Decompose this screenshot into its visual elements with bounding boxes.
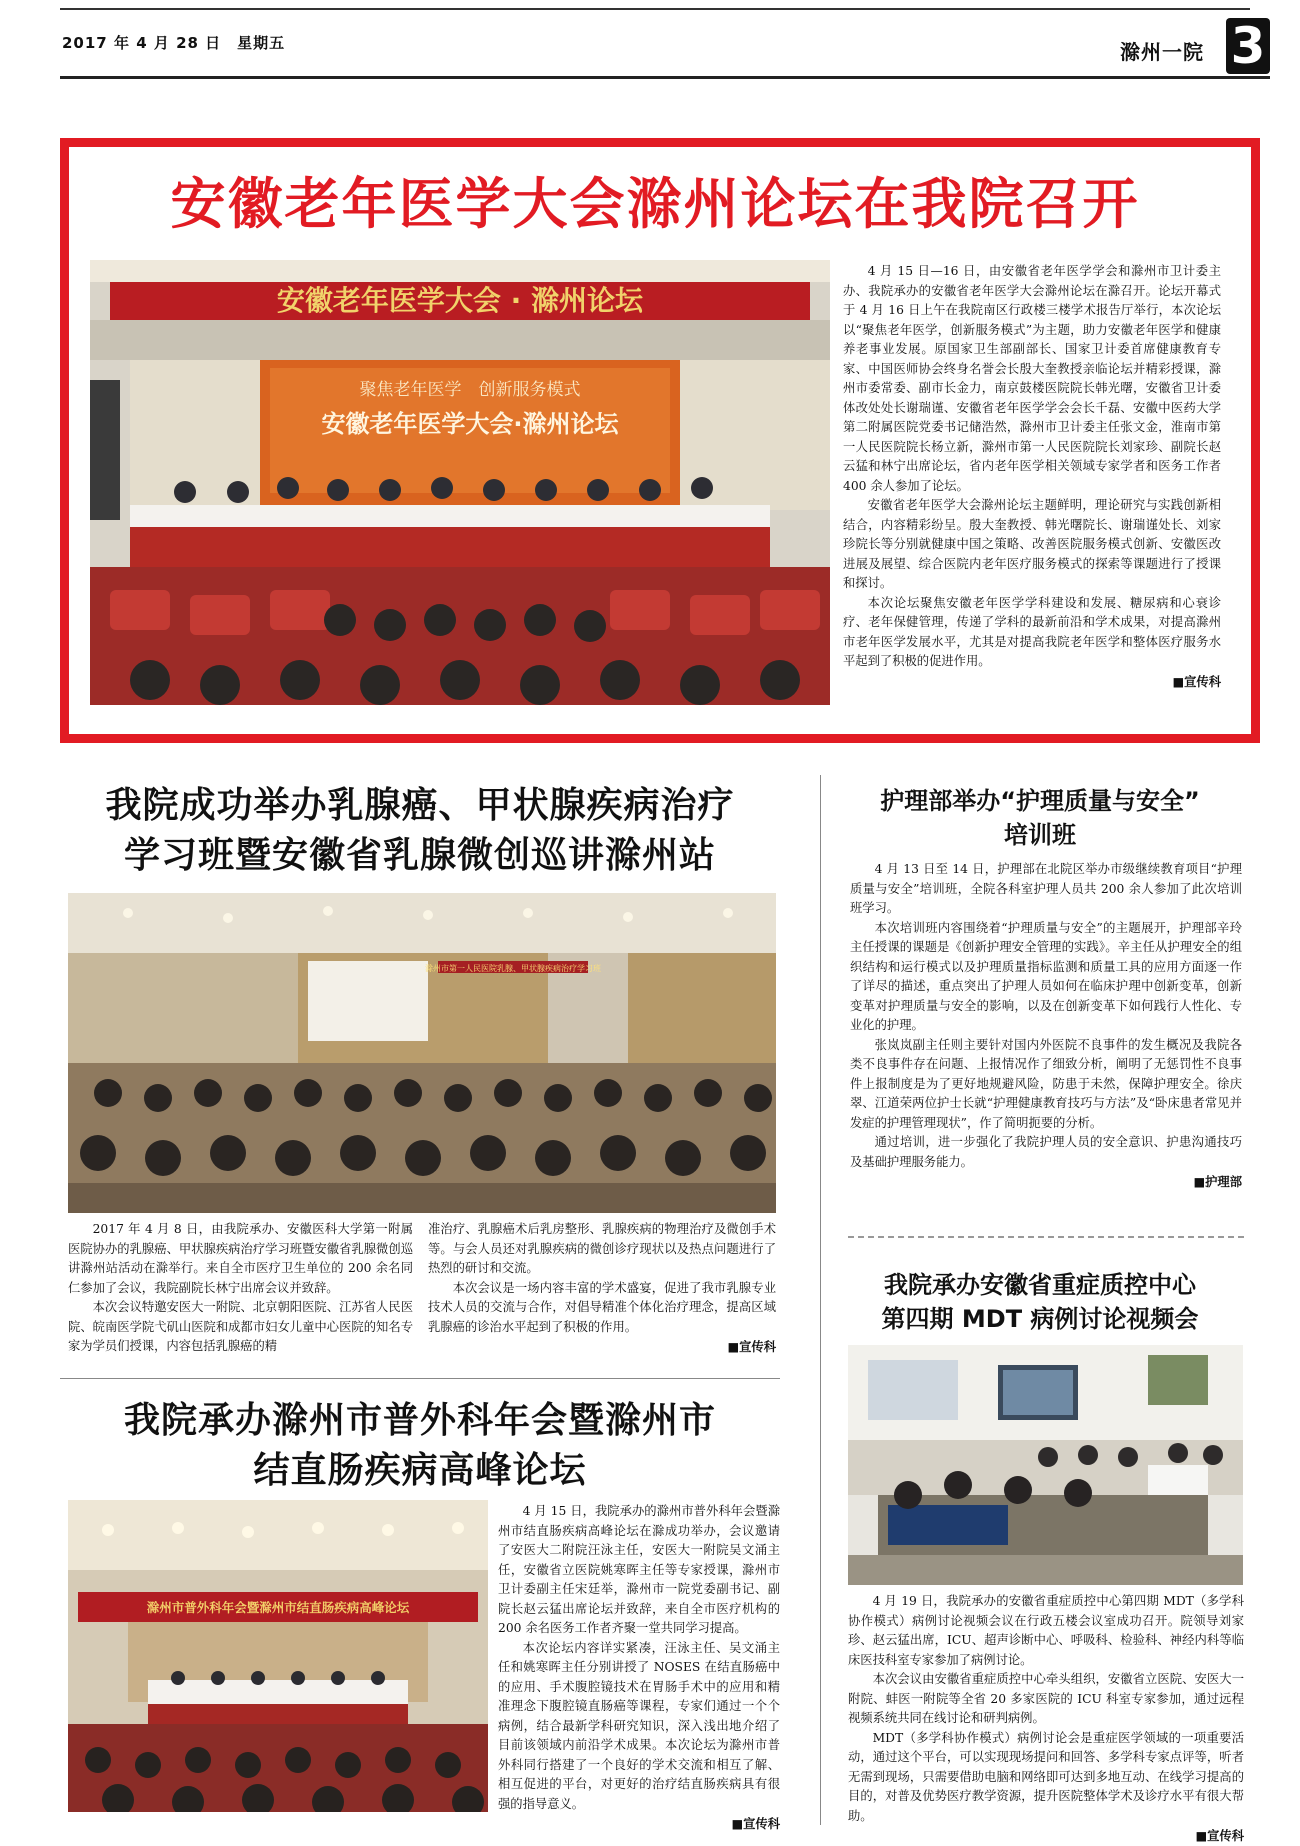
nursing-body	[850, 860, 1242, 1192]
mdt-body	[848, 1592, 1244, 1846]
surgery-paragraph-1: 4 月 15 日，我院承办的滁州市普外科年会暨滁州市结直肠疾病高峰论坛在滁成功举办，会议邀请了安医大二附院汪泳主任，安医大一附院吴文涌主任，安徽省立医院姚寒晖主任等专家授课，滁州市卫计委副主任宋廷举，滁州市一院党委副书记、副院长赵云猛出席论坛并致辞，来自全市医疗机构的 200 余名医务工作者齐聚一堂共同学习提高。	[498, 1504, 780, 1635]
forum-banner-text: 滁州市普外科年会暨滁州市结直肠疾病高峰论坛	[146, 1600, 410, 1615]
dashed-divider	[848, 1236, 1244, 1238]
surgery-photo-forum	[68, 1500, 488, 1812]
nursing-headline-line-1: 护理部举办“护理质量与安全”	[880, 787, 1200, 815]
breast-paragraph-4: 本次会议是一场内容丰富的学术盛宴，促进了我市乳腺专业技术人员的交流与合作，对倡导精准个体化治疗理念，提高区域乳腺癌的诊治水平起到了积极的作用。	[428, 1280, 776, 1334]
page-number: 3	[1226, 18, 1270, 74]
breast-body-col-2	[428, 1220, 776, 1357]
mdt-signature: ■宣传科	[1195, 1828, 1244, 1843]
nursing-headline-line-2: 培训班	[1004, 821, 1076, 849]
mdt-headline	[840, 1268, 1240, 1336]
breast-paragraph-1: 2017 年 4 月 8 日，由我院承办、安徽医科大学第一附属医院协办的乳腺癌、甲状腺疾病治疗学习班暨安徽省乳腺微创巡讲滁州站活动在滁举行。来自全市医疗卫生单位的 200 余名同仁参加了会议，我院副院长林宁出席会议并致辞。	[68, 1222, 413, 1295]
lecture-banner-text: 滁州市第一人民医院乳腺、甲状腺疾病治疗学习班	[425, 964, 601, 973]
lead-paragraph-1: 4 月 15 日—16 日，由安徽省老年医学学会和滁州市卫计委主办、我院承办的安徽省老年医学大会滁州论坛在滁召开。论坛开幕式于 4 月 16 日上午在我院南区行政楼三楼学术报告厅举行，本次论坛以“聚焦老年医学，创新服务模式”为主题，助力安徽老年医学和健康养老事业发展。原国家卫生部副部长、国家卫计委首席健康教育专家、中国医师协会终身名誉会长殷大奎教授亲临论坛并精彩授课，滁州市委常委、副市长金力，南京鼓楼医院院长韩光曙，安徽省卫计委体改处处长谢瑞谨、安徽省老年医学学会会长千磊、安徽中医药大学第二附属医院党委书记储浩然，滁州市卫计委主任张文金，淮南市第一人民医院院长杨立新，滁州市第一人民医院院长刘家珍、副院长赵云猛和林宁出席论坛，省内老年医学相关领域专家学者和医务工作者 400 余人参加了论坛。	[843, 264, 1221, 493]
section-divider	[60, 1378, 780, 1379]
nursing-paragraph-2: 本次培训班内容围绕着“护理质量与安全”的主题展开，护理部辛玲主任授课的课题是《创新护理安全管理的实践》。辛主任从护理安全的组织结构和运行模式以及护理质量指标监测和质量工具的应用方面逐一作了详尽的描述，重点突出了护理人员如何在临床护理中创新变革，创新变革对护理质量与安全的影响，以及在创新变革下如何践行人性化、专业化的护理。	[850, 920, 1242, 1032]
mdt-headline-line-1: 我院承办安徽省重症质控中心	[884, 1271, 1196, 1299]
top-rule	[60, 8, 1250, 10]
newspaper-name: 滁州一院	[1120, 40, 1204, 64]
mdt-paragraph-3: MDT（多学科协作模式）病例讨论会是重症医学领域的一项重要活动，通过这个平台，可以实现现场提问和回答、多学科专家点评等，听者无需到现场，只需要借助电脑和网络即可达到多地互动、在线学习提高的目的，对普及优势医疗教学资源，提升医院整体学术及诊疗水平有很大帮助。	[848, 1730, 1244, 1823]
lead-body	[843, 262, 1221, 691]
surgery-headline-line-2: 结直肠疾病高峰论坛	[253, 1449, 587, 1491]
mdt-headline-line-2: 第四期 MDT 病例讨论视频会	[881, 1305, 1199, 1333]
breast-paragraph-3: 准治疗、乳腺癌术后乳房整形、乳腺疾病的物理治疗及微创手术等。与会人员还对乳腺疾病的微创诊疗现状以及热点问题进行了热烈的研讨和交流。	[428, 1222, 776, 1275]
masthead-rule	[60, 76, 1270, 79]
stage-slogan: 聚焦老年医学 创新服务模式	[359, 380, 581, 400]
breast-photo-lecture	[68, 893, 776, 1213]
nursing-headline	[840, 784, 1240, 852]
surgery-paragraph-2: 本次论坛内容详实紧凑，汪泳主任、吴文涌主任和姚寒晖主任分别讲授了 NOSES 在结直肠癌中的应用、手术腹腔镜技术在胃肠手术中的应用和精准理念下腹腔镜直肠癌等课程，专家们通过一个个病例，结合最新学科研究知识，深入浅出地介绍了目前该领域内前沿学术成果。本次论坛为滁州市普外科同行搭建了一个良好的学术交流和相互了解、相互促进的平台，对更好的治疗结直肠疾病具有很强的指导意义。	[498, 1640, 780, 1811]
column-rule	[820, 775, 821, 1825]
nursing-paragraph-1: 4 月 13 日至 14 日，护理部在北院区举办市级继续教育项目“护理质量与安全”培训班，全院各科室护理人员共 200 余人参加了此次培训班学习。	[850, 862, 1242, 915]
nursing-signature: ■护理部	[1193, 1174, 1242, 1189]
top-banner-text: 安徽老年医学大会 · 滁州论坛	[276, 284, 644, 317]
nursing-paragraph-3: 张岚岚副主任则主要针对国内外医院不良事件的发生概况及我院各类不良事件存在问题、上报情况作了细致分析，阐明了无惩罚性不良事件上报制度是为了更好地规避风险，防患于未然，保障护理安全。徐庆翠、江道荣两位护士长就“护理健康教育技巧与方法”及“卧床患者常见并发症的护理管理现状”，作了简明扼要的分析。	[850, 1037, 1242, 1130]
breast-headline-line-1: 我院成功举办乳腺癌、甲状腺疾病治疗	[105, 784, 735, 826]
mdt-paragraph-2: 本次会议由安徽省重症质控中心牵头组织，安徽省立医院、安医大一附院、蚌医一附院等全省 20 多家医院的 ICU 科室专家参加，通过远程视频系统共同在线讨论和研判病例。	[848, 1672, 1244, 1725]
issue-date: 2017 年 4 月 28 日 星期五	[62, 34, 286, 52]
lead-paragraph-2: 安徽省老年医学大会滁州论坛主题鲜明，理论研究与实践创新相结合，内容精彩纷呈。殷大奎教授、韩光曙院长、谢瑞谨处长、刘家珍院长等分别就健康中国之策略、改善医院服务模式创新、安徽医改进展及展望、综合医院内老年医疗服务模式的探索等课题进行了授课和探讨。	[843, 498, 1221, 590]
breast-headline	[60, 780, 780, 880]
breast-body-col-1	[68, 1220, 413, 1357]
stage-title: 安徽老年医学大会·滁州论坛	[321, 410, 619, 438]
lead-headline: 安徽老年医学大会滁州论坛在我院召开	[170, 172, 1140, 236]
nursing-paragraph-4: 通过培训，进一步强化了我院护理人员的安全意识、护患沟通技巧及基础护理服务能力。	[850, 1135, 1242, 1169]
mdt-photo-meeting	[848, 1345, 1243, 1585]
mdt-paragraph-1: 4 月 19 日，我院承办的安徽省重症质控中心第四期 MDT（多学科协作模式）病例讨论视频会议在行政五楼会议室成功召开。院领导刘家珍、赵云猛出席，ICU、超声诊断中心、呼吸科、检验科、神经内科等临床医技科室专家参加了病例讨论。	[848, 1594, 1244, 1667]
lead-signature: ■宣传科	[1172, 673, 1221, 689]
breast-headline-line-2: 学习班暨安徽省乳腺微创巡讲滁州站	[123, 834, 716, 876]
surgery-headline	[60, 1395, 780, 1495]
surgery-headline-line-1: 我院承办滁州市普外科年会暨滁州市	[123, 1399, 716, 1441]
surgery-body	[498, 1502, 780, 1834]
surgery-signature: ■宣传科	[731, 1816, 780, 1831]
lead-paragraph-3: 本次论坛聚焦安徽老年医学学科建设和发展、糖尿病和心衰诊疗、老年保健管理，传递了学科的最新前沿和学术成果，对提高滁州市老年医学发展水平，尤其是对提高我院老年医学和整体医疗服务水平起到了积极的促进作用。	[843, 595, 1221, 668]
breast-paragraph-2: 本次会议特邀安医大一附院、北京朝阳医院、江苏省人民医院、皖南医学院弋矶山医院和成都市妇女儿童中心医院的知名专家为学员们授课，内容包括乳腺癌的精	[68, 1300, 413, 1353]
lead-photo-conference	[90, 260, 830, 705]
breast-signature: ■宣传科	[727, 1339, 776, 1354]
